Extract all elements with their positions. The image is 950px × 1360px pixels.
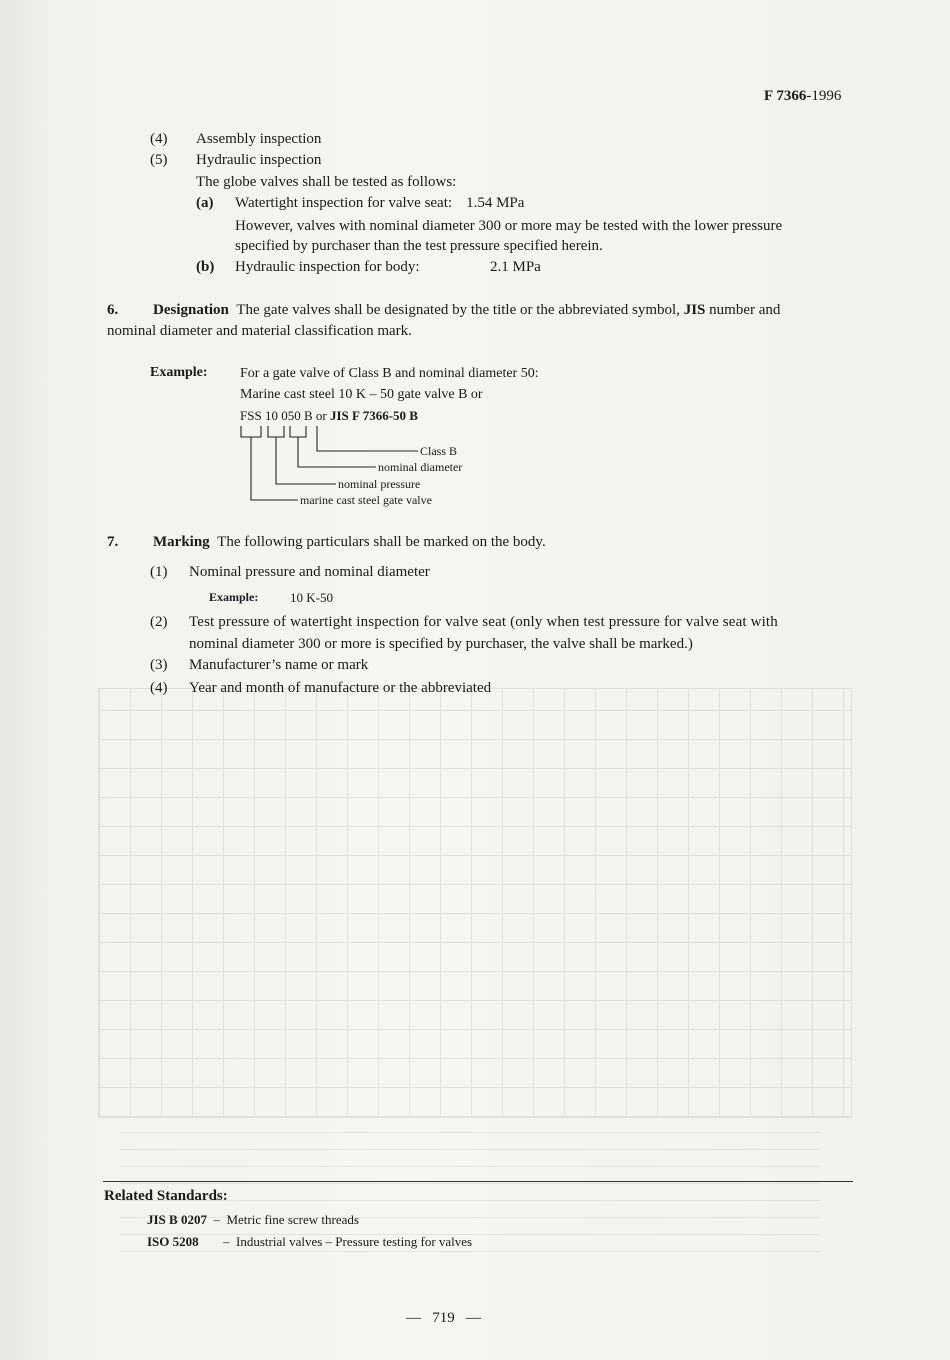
designation-example-label: Example: <box>150 365 208 380</box>
marking-item-4: (4) Year and month of manufacture or the abbreviated <box>150 680 492 696</box>
item-a-note-line2: specified by purchaser than the test pressure specified herein. <box>235 238 603 254</box>
designation-example-line3: FSS 10 050 B or JIS F 7366-50 B <box>240 408 418 423</box>
item-a-note-line1: However, valves with nominal diameter 300 or more may be tested with the lower pressure <box>235 218 783 234</box>
callout-nominal-diameter: nominal diameter <box>378 460 463 474</box>
marking-example-value: 10 K-50 <box>290 590 333 605</box>
bracket-050 <box>290 426 306 437</box>
related-standard-jis-b-0207: JIS B 0207 – Metric fine screw threads <box>147 1212 359 1227</box>
leader-class-b <box>317 437 418 451</box>
marking-item-1: (1) Nominal pressure and nominal diameter <box>150 564 430 580</box>
bracket-10 <box>268 426 284 437</box>
section-6-line2: nominal diameter and material classification mark. <box>107 323 412 339</box>
header-standard-id: F 7366-1996 <box>764 88 842 104</box>
item-b-value: 2.1 MPa <box>490 259 541 275</box>
related-standard-iso-5208: ISO 5208 – Industrial valves – Pressure testing for valves <box>147 1234 473 1249</box>
section-7-heading: 7. Marking The following particulars shall be marked on the body. <box>107 534 546 550</box>
related-standards-rule <box>103 1181 853 1182</box>
leader-nominal-pressure <box>276 437 336 484</box>
item-a-watertight: (a) Watertight inspection for valve seat: 1.54 MPa <box>196 195 525 211</box>
item-b-hydraulic-body: (b) Hydraulic inspection for body: <box>196 259 420 275</box>
callout-nominal-pressure: nominal pressure <box>338 477 421 491</box>
callout-class-b: Class B <box>420 444 458 458</box>
item-5-hydraulic: (5) Hydraulic inspection <box>150 152 322 168</box>
page-number: — 719 — <box>406 1310 481 1326</box>
designation-example-line1: For a gate valve of Class B and nominal diameter 50: <box>240 366 539 381</box>
section-6-line1: 6. Designation The gate valves shall be designated by the title or the abbreviated symbol, JIS number and <box>107 302 781 318</box>
leader-material <box>251 437 298 500</box>
globe-valve-intro: The globe valves shall be tested as follows: <box>196 174 457 190</box>
marking-example-label: Example: <box>209 590 259 604</box>
designation-example-line2: Marine cast steel 10 K – 50 gate valve B or <box>240 387 483 402</box>
callout-marine-cast-steel: marine cast steel gate valve <box>300 493 432 507</box>
item-4-assembly: (4) Assembly inspection <box>150 131 322 147</box>
leader-nominal-diameter <box>298 437 376 467</box>
related-standards-heading: Related Standards: <box>104 1188 228 1204</box>
bracket-fss <box>241 426 261 437</box>
marking-item-3: (3) Manufacturer’s name or mark <box>150 657 369 673</box>
marking-item-2-line2: nominal diameter 300 or more is specified by purchaser, the valve shall be marked.) <box>189 636 693 652</box>
marking-item-2-line1: (2) Test pressure of watertight inspection for valve seat (only when test pressure for valve seat with <box>150 614 778 630</box>
